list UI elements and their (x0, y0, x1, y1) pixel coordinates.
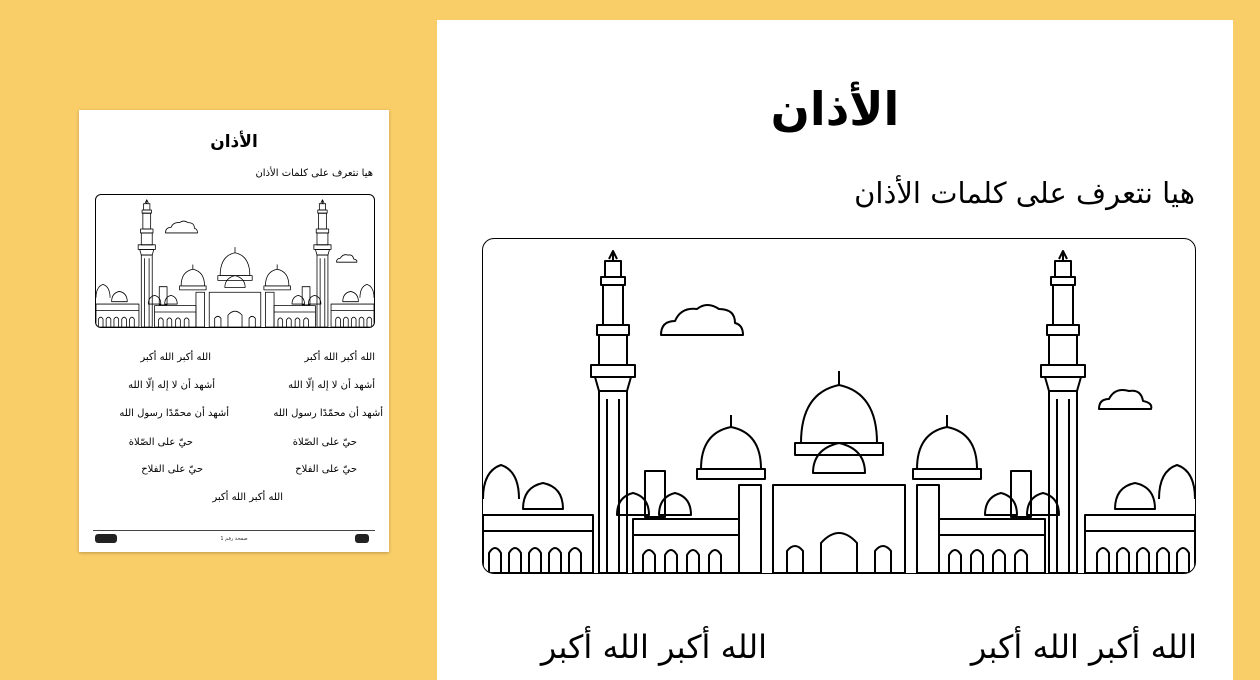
page-subtitle: هيا نتعرف على كلمات الأذان (854, 176, 1195, 210)
adhan-line-1-left: الله أكبر الله أكبر (540, 628, 767, 666)
mosque-illustration (482, 238, 1196, 574)
thumb-footer (93, 524, 375, 546)
thumb-mosque-illustration (95, 194, 375, 328)
thumb-line-4-right: حيّ على الصّلاة (292, 437, 357, 448)
thumb-subtitle: هيا نتعرف على كلمات الأذان (255, 168, 373, 179)
thumb-line-6: الله أكبر الله أكبر (212, 492, 283, 503)
thumb-line-3-right: أشهد أن محمّدًا رسول الله (273, 408, 383, 419)
mosque-icon (96, 195, 374, 327)
thumb-line-1-left: الله أكبر الله أكبر (140, 352, 211, 363)
worksheet-enlarged (437, 20, 1233, 680)
adhan-line-1-right: الله أكبر الله أكبر (970, 628, 1197, 666)
footer-page-label: صفحة رقم 1 (220, 536, 248, 542)
thumb-line-2-left: أشهد أن لا إله إلّا الله (128, 380, 215, 391)
thumb-line-3-left: أشهد أن محمّدًا رسول الله (119, 408, 229, 419)
thumb-line-1-right: الله أكبر الله أكبر (304, 352, 375, 363)
page-title: الأذان (770, 82, 900, 136)
brand-mark-icon (355, 534, 369, 543)
thumb-title: الأذان (210, 132, 258, 152)
thumb-line-2-right: أشهد أن لا إله إلّا الله (288, 380, 375, 391)
thumb-line-5-left: حيّ على الفلاح (141, 464, 203, 475)
thumb-line-5-right: حيّ على الفلاح (295, 464, 357, 475)
footer-divider (93, 530, 375, 531)
mosque-icon (483, 239, 1195, 573)
worksheet-thumbnail[interactable] (79, 110, 389, 552)
thumb-line-4-left: حيّ على الصّلاة (128, 437, 193, 448)
